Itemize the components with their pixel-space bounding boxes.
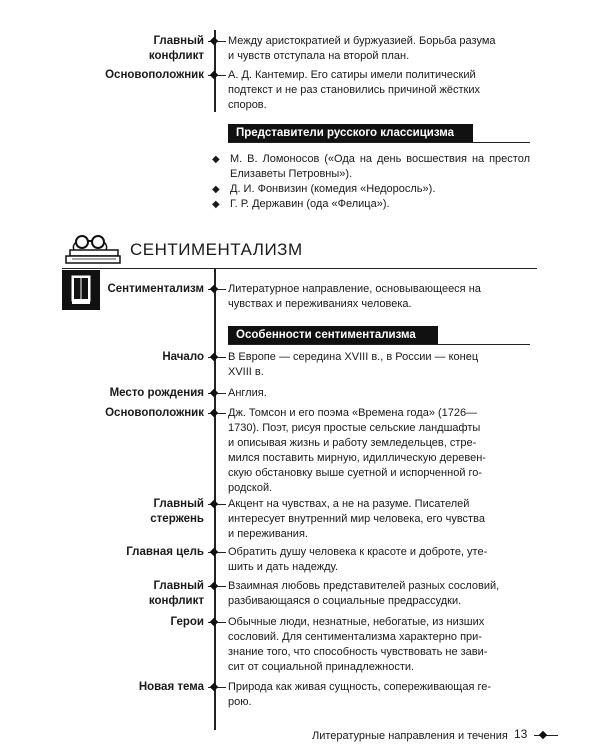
glasses-on-books-icon: [62, 228, 128, 268]
bullet-diamond: ◆: [212, 184, 220, 195]
term-main-conflict: Главный конфликт: [148, 580, 204, 607]
connector-dot: [210, 389, 218, 397]
list-item: Д. И. Фонвизин (комедия «Недоросль»).: [230, 183, 436, 195]
section-title: СЕНТИМЕНТАЛИЗМ: [130, 240, 303, 259]
definition-text: Обычные люди, незнатные, небогатые, из низших сословий. Для сентиментализма характерно при- знание того, что способность чувствовать не зави- сит от социальной принадлежности.: [228, 616, 488, 673]
term-sentimentalism: Сентиментализм: [107, 283, 204, 295]
page-number: 13: [514, 727, 528, 741]
connector-dot: [210, 71, 218, 79]
connector-dot: [210, 582, 218, 590]
connector-dot: [210, 683, 218, 691]
bullet-diamond: ◆: [212, 199, 220, 210]
definition-text: Между аристократией и буржуазией. Борьба разума и чувств отступала на второй план.: [228, 35, 496, 62]
book-icon: [62, 270, 100, 310]
definition-text: В Европе — середина XVIII в., в России — конец XVIII в.: [228, 351, 479, 378]
definition-text: Взаимная любовь представителей разных сословий, разбивающаяся о социальные предрассудки.: [228, 580, 500, 607]
definition-text: Литературное направление, основывающееся на чувствах и переживаниях человека.: [228, 283, 481, 310]
connector-dot: [210, 285, 218, 293]
connector-dot: [210, 618, 218, 626]
list-item: Г. Р. Державин (ода «Фелица»).: [230, 198, 390, 210]
list-item: М. В. Ломоносов («Ода на день восшествия на престол Елизаветы Петровны»).: [230, 153, 530, 180]
definition-text: Природа как живая сущность, сопереживающая ге- рою.: [228, 681, 492, 708]
term-start: Начало: [162, 351, 204, 363]
connector-dot: [210, 37, 218, 45]
definition-text: Обратить душу человека к красоте и доброте, уте- шить и дать надежду.: [228, 546, 488, 573]
band-rule: [228, 142, 530, 143]
connector-dot: [210, 500, 218, 508]
term-main-goal: Главная цель: [126, 546, 204, 558]
term-heroes: Герои: [170, 616, 204, 628]
section-band-classicism-representatives: Представители русского классицизма: [228, 124, 473, 143]
definition-text: Акцент на чувствах, а не на разуме. Писателей интересует внутренний мир человека, его чувства и переживания.: [228, 498, 485, 540]
term-founder: Основоположник: [105, 407, 204, 419]
definition-text: Дж. Томсон и его поэма «Времена года» (1726— 1730). Поэт, рисуя простые сельские ландшафты и описывая жизнь и работу земледельцев, стре- мился поставить мирную, идиллическую деревен- скую обстановку выше суетной и испорченной го- родской.: [228, 407, 486, 494]
band-rule: [228, 344, 530, 345]
title-underline: [62, 268, 537, 269]
connector-dot: [210, 409, 218, 417]
connector-dot: [210, 353, 218, 361]
term-new-theme: Новая тема: [138, 681, 204, 693]
definition-text: Англия.: [228, 387, 267, 399]
term-main-conflict: Главный конфликт: [148, 35, 204, 62]
term-main-core: Главный стержень: [150, 498, 204, 525]
term-birthplace: Место рождения: [109, 387, 204, 399]
term-founder: Основоположник: [105, 69, 204, 81]
bullet-diamond: ◆: [212, 154, 220, 165]
footer-dot: [539, 731, 547, 739]
connector-dot: [210, 548, 218, 556]
definition-text: А. Д. Кантемир. Его сатиры имели политический подтекст и не раз становились причиной жёстких споров.: [228, 69, 480, 111]
running-footer: Литературные направления и течения: [312, 730, 508, 742]
section-band-features: Особенности сентиментализма: [228, 326, 438, 345]
